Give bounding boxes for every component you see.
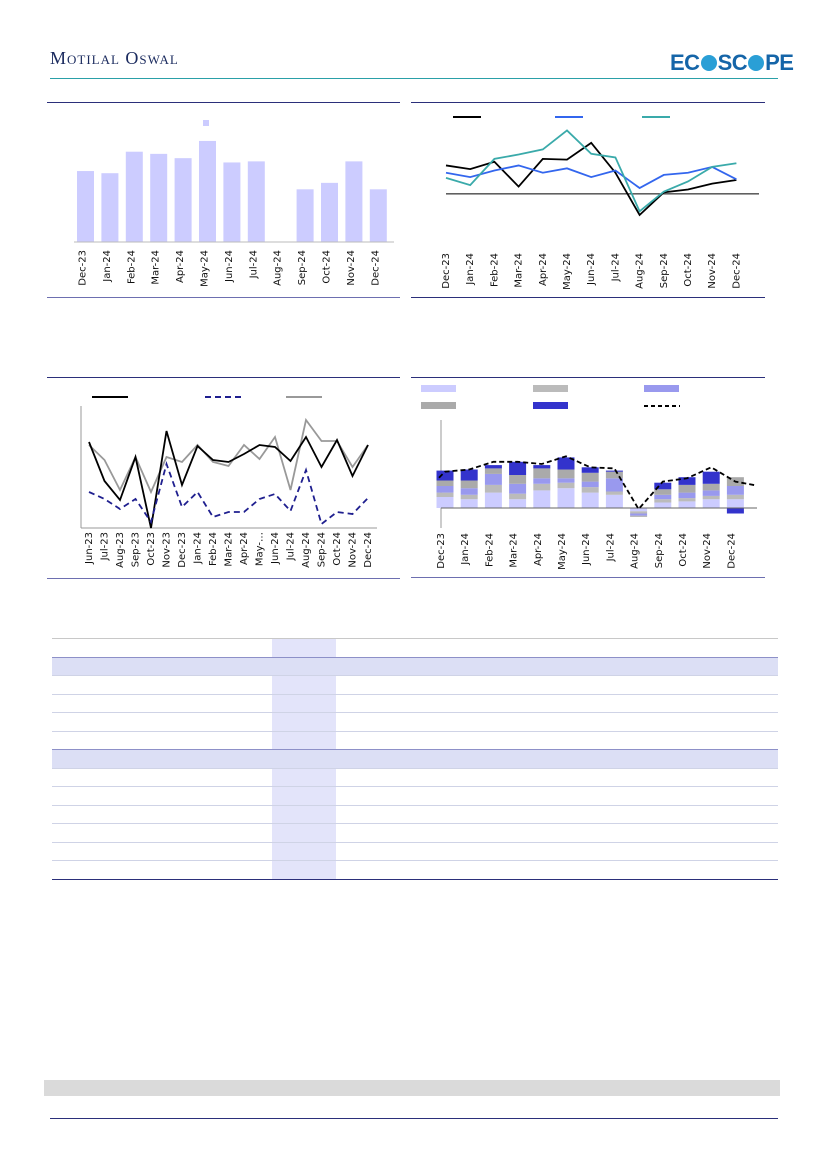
chart4-x-tick-label: Oct-24 (678, 533, 689, 567)
chart2-x-tick-label: Jul-24 (610, 253, 622, 282)
chart2-x-tick-label: Dec-24 (731, 253, 743, 289)
chart4-bar-segment (727, 486, 744, 495)
chart1-x-tick-label: Jan-24 (101, 250, 113, 282)
table-header-row (52, 638, 778, 657)
chart3-x-tick-label: Jun-24 (270, 532, 281, 564)
chart4-bar-segment (727, 499, 744, 508)
chart4-bar-segment (533, 490, 550, 508)
chart4-x-tick-label: Jan-24 (460, 533, 472, 565)
chart1-x-tick-label: Mar-24 (150, 250, 162, 285)
chart3-x-tick-label: Jul-23 (99, 532, 111, 561)
chart4-bar-segment (727, 495, 744, 499)
chart2-x-tick-label: Jan-24 (465, 253, 477, 285)
chart4-bar-segment (461, 470, 478, 481)
chart4-legend-swatch-4 (421, 402, 456, 409)
chart1-x-tick-label: Jul-24 (248, 250, 260, 279)
chart3-x-tick-label: Oct-24 (332, 532, 343, 566)
chart4-x-tick-label: Dec-24 (726, 533, 738, 569)
table-row (52, 860, 778, 879)
chart4-bar-segment (654, 503, 671, 509)
chart2-x-tick-label: Dec-23 (441, 253, 452, 289)
chart2-x-tick-label: Mar-24 (513, 253, 525, 288)
chart2-svg (411, 103, 765, 298)
table-row (52, 768, 778, 787)
chart4-bar-segment (558, 470, 575, 479)
chart1-bar (370, 189, 387, 242)
chart1-panel (47, 103, 400, 298)
chart1-x-tick-label: May-24 (199, 250, 211, 287)
chart4-svg (411, 378, 765, 578)
chart3-x-tick-label: Aug-23 (115, 532, 126, 568)
chart4-x-tick-label: Dec-23 (436, 533, 447, 569)
chart4-bar-segment (509, 499, 526, 508)
chart2-x-tick-label: Oct-24 (683, 253, 694, 287)
chart3-x-tick-label: Nov-23 (161, 532, 173, 568)
chart1-bar (248, 161, 265, 242)
chart3-x-tick-label: Aug-24 (301, 532, 312, 568)
chart2-x-tick-label: Aug-24 (634, 253, 646, 289)
chart4-bar-segment (461, 495, 478, 499)
chart1-bar (223, 162, 240, 242)
chart3-panel (47, 378, 400, 578)
chart4-bar-segment (703, 490, 720, 496)
chart3-x-tick-label: Jul-24 (285, 532, 297, 561)
chart4-bar-segment (461, 488, 478, 495)
chart4-panel (411, 378, 765, 578)
table-section-row (52, 657, 778, 676)
footer-bar (44, 1080, 780, 1096)
chart4-bar-segment (630, 514, 647, 516)
chart1-bar (345, 161, 362, 242)
chart1-bar (321, 183, 338, 242)
chart4-bar-segment (582, 482, 599, 488)
chart3-series-3-line (89, 420, 368, 492)
chart1-bar (199, 141, 216, 242)
chart1-bar (150, 154, 167, 242)
chart2-x-tick-label: May-24 (562, 253, 573, 290)
chart3-x-tick-label: Sep-24 (316, 532, 328, 568)
chart4-bottom-rule (411, 577, 765, 578)
chart4-x-tick-label: Aug-24 (629, 533, 641, 569)
chart4-x-tick-label: Mar-24 (508, 533, 520, 568)
chart4-x-tick-label: Nov-24 (702, 533, 714, 569)
chart2-panel (411, 103, 765, 298)
chart4-x-tick-label: Jun-24 (581, 533, 593, 565)
chart4-bar-segment (727, 508, 744, 514)
chart3-x-tick-label: Dec-23 (177, 532, 188, 568)
chart4-bar-segment (485, 465, 502, 468)
chart4-x-tick-label: Feb-24 (484, 533, 496, 568)
chart4-bar-segment (485, 468, 502, 474)
chart1-x-tick-label: Nov-24 (345, 250, 357, 286)
globe-icon (701, 55, 717, 71)
chart3-x-tick-label: Apr-24 (239, 532, 250, 565)
chart4-bar-segment (558, 478, 575, 482)
chart3-series-2-line (89, 464, 368, 524)
table-row (52, 823, 778, 842)
chart3-x-tick-label: Oct-23 (146, 532, 157, 566)
chart1-x-tick-label: Jun-24 (223, 250, 235, 282)
chart4-x-tick-label: Apr-24 (532, 533, 544, 566)
chart4-x-tick-label: May-24 (557, 533, 568, 570)
chart1-x-tick-label: Oct-24 (321, 250, 333, 284)
chart2-x-tick-label: Sep-24 (658, 252, 670, 289)
chart3-x-tick-label: Mar-24 (223, 532, 235, 567)
chart4-bar-segment (654, 499, 671, 502)
chart4-bar-segment (630, 516, 647, 517)
chart4-bar-segment (703, 484, 720, 491)
chart4-legend-swatch-2 (533, 385, 568, 392)
chart4-bar-segment (485, 493, 502, 508)
brand-name: Motilal Oswal (50, 48, 179, 68)
chart4-bar-segment (509, 462, 526, 475)
chart4-bar-segment (437, 497, 454, 508)
chart2-x-tick-label: Nov-24 (707, 253, 719, 289)
chart3-bottom-rule (47, 578, 400, 579)
table-row (52, 712, 778, 731)
chart4-bar-segment (703, 472, 720, 484)
header-divider (50, 78, 778, 79)
footer-divider (50, 1118, 778, 1119)
chart1-legend-swatch (203, 120, 209, 126)
chart4-bar-segment (485, 474, 502, 485)
table-row (52, 731, 778, 750)
chart4-bar-segment (533, 484, 550, 491)
chart4-bar-segment (679, 498, 696, 501)
chart3-series-1-line (89, 431, 368, 528)
chart1-x-tick-label: Apr-24 (175, 250, 187, 283)
chart4-bar-segment (679, 501, 696, 508)
table-row (52, 842, 778, 861)
chart1-bar (101, 173, 118, 242)
chart4-bar-segment (703, 496, 720, 499)
chart4-bar-segment (654, 495, 671, 499)
table-row (52, 694, 778, 713)
chart4-bar-segment (630, 511, 647, 513)
chart4-bar-segment (437, 486, 454, 493)
table-row (52, 786, 778, 805)
chart2-x-tick-label: Feb-24 (489, 253, 501, 288)
chart4-bar-segment (509, 494, 526, 500)
chart1-bar (297, 189, 314, 242)
chart4-bar-segment (437, 493, 454, 497)
table-bottom-rule (52, 879, 778, 880)
chart4-bar-segment (461, 481, 478, 489)
chart3-x-tick-label: Dec-24 (363, 532, 374, 568)
chart4-legend-swatch-5 (533, 402, 568, 409)
table-section-row (52, 749, 778, 768)
chart4-bar-segment (582, 493, 599, 508)
chart1-svg (47, 103, 400, 298)
chart4-legend-swatch-3 (644, 385, 679, 392)
chart3-x-tick-label: Sep-23 (130, 532, 142, 568)
chart3-x-tick-label: Feb-24 (208, 532, 219, 567)
chart4-bar-segment (533, 465, 550, 468)
chart4-bar-segment (533, 468, 550, 478)
chart4-bar-segment (461, 499, 478, 508)
chart4-x-tick-label: Sep-24 (653, 533, 665, 569)
chart3-x-tick-label: Jun-23 (84, 532, 95, 564)
chart1-bar (126, 152, 143, 242)
chart3-svg (47, 378, 400, 578)
chart4-bar-segment (533, 478, 550, 484)
chart4-bar-segment (582, 473, 599, 482)
data-table (52, 638, 778, 896)
table-row (52, 675, 778, 694)
chart1-x-tick-label: Sep-24 (297, 250, 309, 286)
chart1-x-tick-label: Dec-24 (370, 250, 382, 286)
chart1-x-tick-label: Aug-24 (272, 250, 284, 286)
chart3-x-tick-label: Nov-24 (347, 532, 359, 568)
chart1-x-tick-label: Dec-23 (77, 250, 89, 286)
chart1-bottom-rule (47, 297, 400, 298)
table-row (52, 805, 778, 824)
chart4-bar-segment (558, 483, 575, 489)
globe-icon (748, 55, 764, 71)
chart4-bar-segment (606, 478, 623, 491)
chart4-bar-segment (703, 499, 720, 508)
chart4-bar-segment (509, 484, 526, 494)
chart4-bar-segment (485, 485, 502, 493)
chart4-legend-swatch-1 (421, 385, 456, 392)
chart3-x-tick-label: Jan-24 (192, 532, 204, 564)
ecoscope-logo: EC SC PE (670, 50, 794, 75)
chart1-x-tick-label: Feb-24 (126, 250, 138, 285)
chart1-bar (77, 171, 94, 242)
chart4-bar-segment (437, 481, 454, 487)
chart4-bar-segment (558, 488, 575, 508)
chart4-x-tick-label: Jul-24 (605, 533, 617, 562)
chart2-bottom-rule (411, 297, 765, 298)
chart4-bar-segment (679, 493, 696, 499)
chart4-bar-segment (679, 485, 696, 493)
chart2-x-tick-label: Apr-24 (537, 253, 549, 286)
chart4-bar-segment (654, 489, 671, 495)
chart4-bar-segment (606, 495, 623, 508)
chart4-bar-segment (509, 475, 526, 484)
chart2-series-2-line (446, 165, 736, 188)
chart3-x-tick-label: May-… (254, 532, 266, 567)
chart1-bar (175, 158, 192, 242)
chart2-x-tick-label: Jun-24 (586, 253, 598, 285)
chart4-bar-segment (606, 492, 623, 495)
chart4-bar-segment (606, 471, 623, 472)
chart4-bar-segment (582, 487, 599, 493)
